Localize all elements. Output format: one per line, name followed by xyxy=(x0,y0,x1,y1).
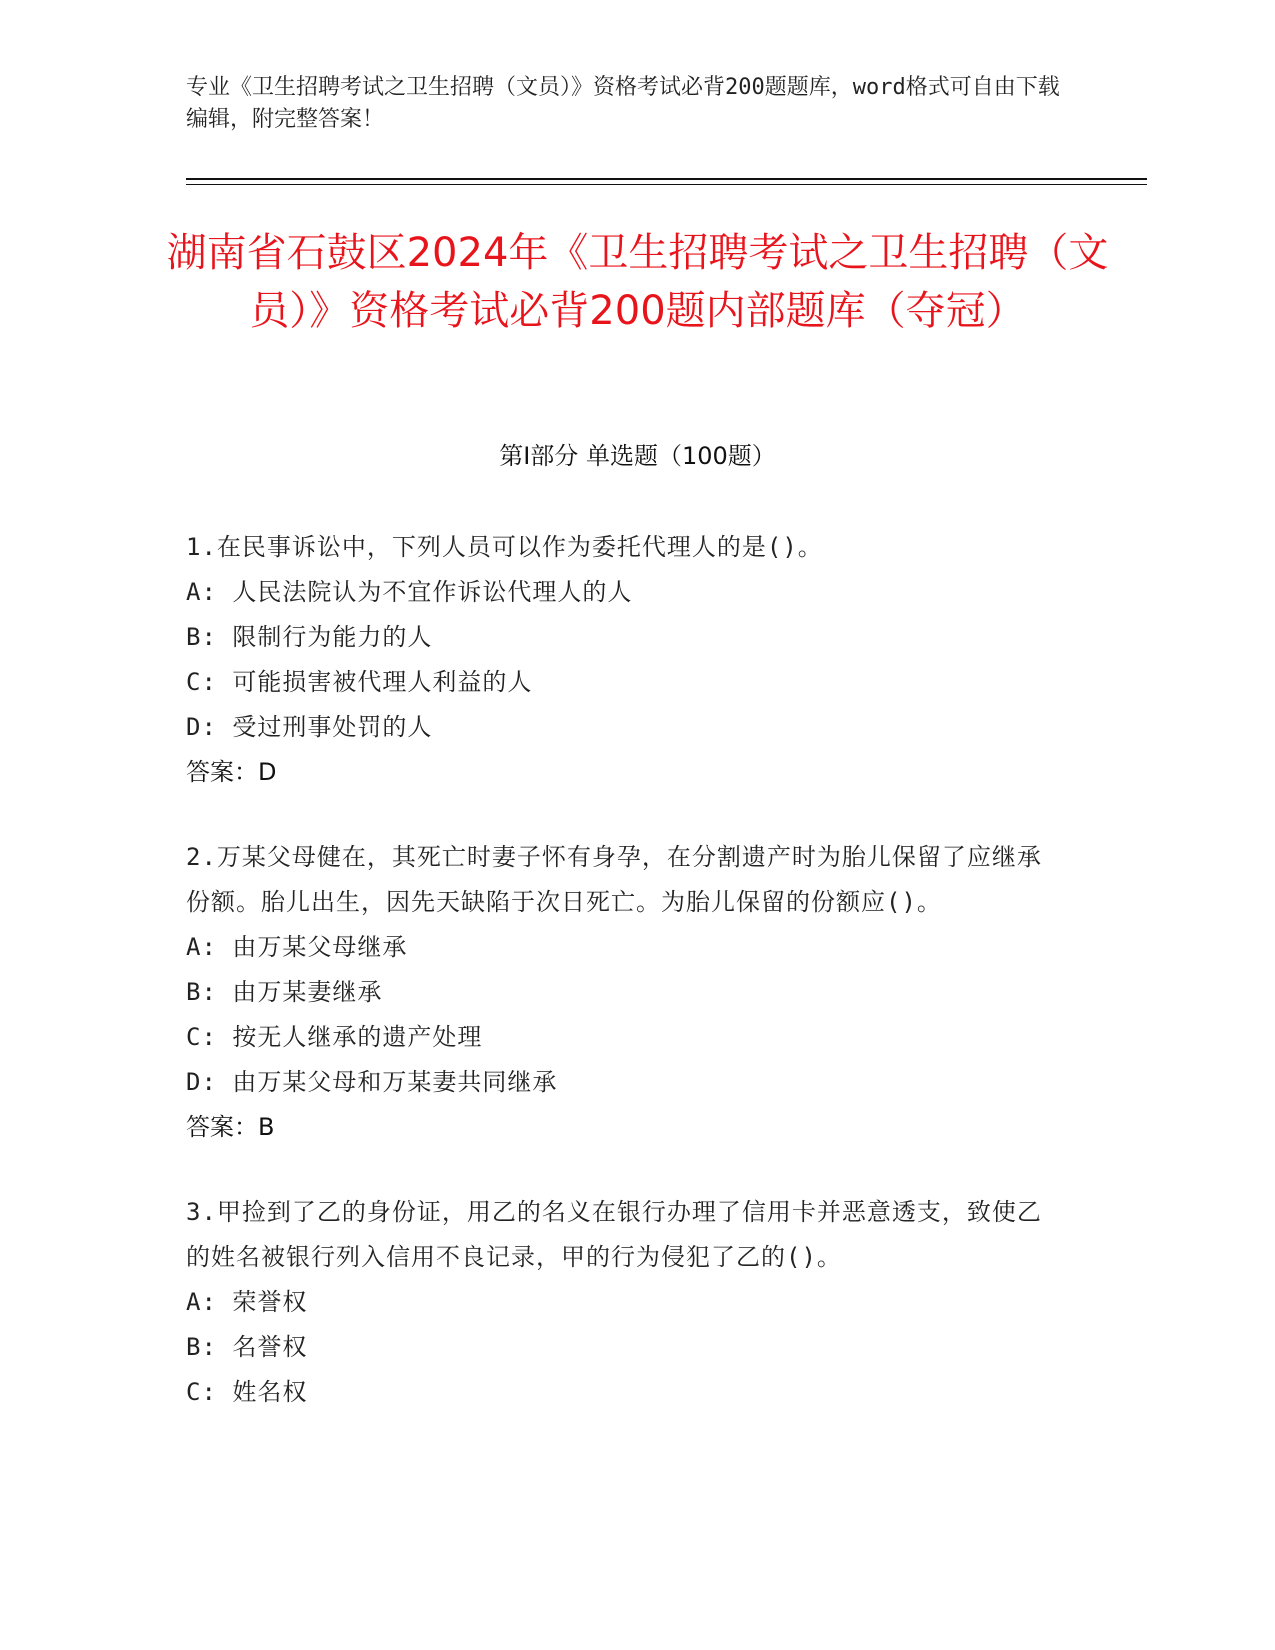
option-a: A: 荣誉权 xyxy=(186,1288,308,1316)
question-stem: 3.甲捡到了乙的身份证，用乙的名义在银行办理了信用卡并恶意透支，致使乙的姓名被银行列入信用不良记录，甲的行为侵犯了乙的()。 xyxy=(186,1198,1042,1271)
header-rule-thick xyxy=(186,178,1147,180)
question-stem: 2.万某父母健在，其死亡时妻子怀有身孕，在分割遗产时为胎儿保留了应继承份额。胎儿出生，因先天缺陷于次日死亡。为胎儿保留的份额应()。 xyxy=(186,843,1042,916)
option-d: D: 受过刑事处罚的人 xyxy=(186,713,433,741)
option-a: A: 由万某父母继承 xyxy=(186,933,408,961)
option-c: C: 姓名权 xyxy=(186,1378,308,1406)
question-2 xyxy=(186,835,1066,1150)
option-a: A: 人民法院认为不宜作诉讼代理人的人 xyxy=(186,578,633,606)
option-c: C: 按无人继承的遗产处理 xyxy=(186,1023,483,1051)
option-c: C: 可能损害被代理人利益的人 xyxy=(186,668,533,696)
option-d: D: 由万某父母和万某妻共同继承 xyxy=(186,1068,558,1096)
header-note: 专业《卫生招聘考试之卫生招聘（文员）》资格考试必背200题题库，word格式可自由下载编辑，附完整答案！ xyxy=(186,75,1060,132)
header-rule-thin xyxy=(186,184,1147,185)
answer: 答案：D xyxy=(186,758,277,786)
option-b: B: 由万某妻继承 xyxy=(186,978,383,1006)
question-stem: 1.在民事诉讼中，下列人员可以作为委托代理人的是()。 xyxy=(186,533,823,561)
option-b: B: 限制行为能力的人 xyxy=(186,623,433,651)
question-3 xyxy=(186,1190,1066,1415)
option-b: B: 名誉权 xyxy=(186,1333,308,1361)
document-title: 湖南省石鼓区2024年《卫生招聘考试之卫生招聘（文员）》资格考试必背200题内部题库（夺冠） xyxy=(166,230,1109,334)
question-list xyxy=(186,525,1066,1455)
answer: 答案：B xyxy=(186,1113,275,1141)
question-1 xyxy=(186,525,1066,795)
section-title: 第Ⅰ部分 单选题（100题） xyxy=(499,442,776,470)
